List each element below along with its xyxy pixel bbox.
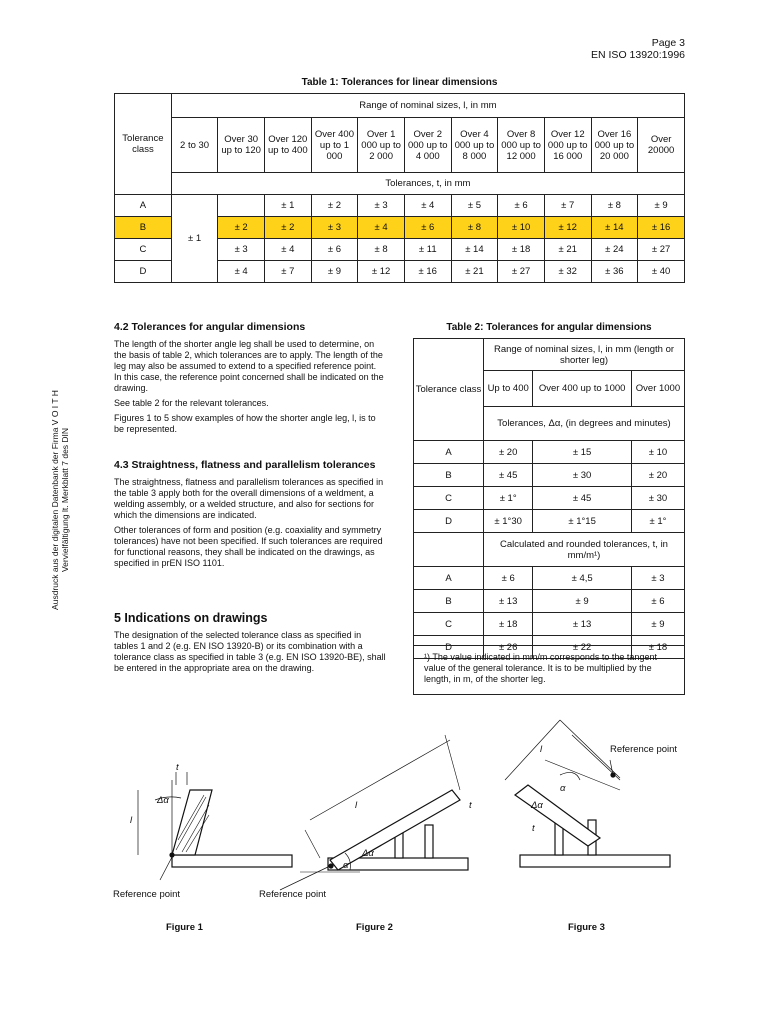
table1-cell: ± 10 (498, 217, 545, 239)
table1-range-9: Over 16 000 up to 20 000 (591, 118, 638, 173)
figure1-caption: Figure 1 (166, 922, 203, 933)
figure3-l-label: l (540, 744, 543, 755)
table1-range-header: Range of nominal sizes, l, in mm (171, 94, 684, 118)
table1-cell: ± 11 (404, 239, 451, 261)
figure3-t-label: t (532, 823, 535, 834)
table2-class-B: B (414, 464, 484, 487)
table1-cell: ± 14 (451, 239, 498, 261)
table2-class-A: A (414, 441, 484, 464)
figure1-reference-point: Reference point (113, 889, 181, 900)
section-4-2-p3: Figures 1 to 5 show examples of how the shorter angle leg, l, is to be represented. (114, 413, 376, 434)
table1-cell: ± 16 (638, 217, 685, 239)
table1-cell: ± 9 (311, 261, 358, 283)
table2-cell: ± 9 (533, 590, 632, 613)
figure3-drawing (505, 720, 670, 867)
table2-class-header: Tolerance class (414, 339, 484, 441)
table1-class-C: C (115, 239, 172, 261)
table1-cell: ± 4 (264, 239, 311, 261)
table2-cell: ± 6 (484, 567, 533, 590)
side-note-line2: Vervielfältigung lt. Merkblatt 7 des DIN (60, 427, 70, 573)
table1-range-8: Over 12 000 up to 16 000 (544, 118, 591, 173)
table1-cell: ± 8 (591, 195, 638, 217)
table2-cell: ± 1°30 (484, 510, 533, 533)
table1-range-6: Over 4 000 up to 8 000 (451, 118, 498, 173)
table2-cell: ± 20 (484, 441, 533, 464)
table1-cell: ± 14 (591, 217, 638, 239)
table1-range-1: Over 30 up to 120 (218, 118, 265, 173)
table1-range-3: Over 400 up to 1 000 (311, 118, 358, 173)
side-note-line1: Ausdruck aus der digitalen Datenbank der Firma V O I T H (50, 390, 60, 610)
table1-cell: ± 12 (358, 261, 405, 283)
table2-class-B: B (414, 590, 484, 613)
table1-range-4: Over 1 000 up to 2 000 (358, 118, 405, 173)
table1-first-col-value: ± 1 (171, 195, 218, 283)
table1-cell: ± 3 (358, 195, 405, 217)
section-5-title: 5 Indications on drawings (114, 611, 268, 625)
table2-cell: ± 45 (484, 464, 533, 487)
table2-class-A: A (414, 567, 484, 590)
table1-class-D: D (115, 261, 172, 283)
table2-cell: ± 20 (631, 464, 684, 487)
table2-range-1: Over 400 up to 1000 (533, 371, 632, 407)
table2-cell: ± 18 (484, 613, 533, 636)
table1-cell: ± 6 (311, 239, 358, 261)
table1-caption: Table 1: Tolerances for linear dimensions (301, 77, 498, 88)
table2-cell: ± 26 (484, 636, 533, 659)
table2-range-2: Over 1000 (631, 371, 684, 407)
figure1-t-label: t (176, 762, 179, 773)
table2-cell: ± 22 (533, 636, 632, 659)
table1-cell: ± 7 (264, 261, 311, 283)
table2-cell: ± 6 (631, 590, 684, 613)
table2-range-0: Up to 400 (484, 371, 533, 407)
table1-tol-header: Tolerances, t, in mm (171, 173, 684, 195)
table2-cell: ± 1° (631, 510, 684, 533)
table2-cell: ± 45 (533, 487, 632, 510)
table1-cell: ± 40 (638, 261, 685, 283)
table2-tol-header: Tolerances, Δα, (in degrees and minutes) (484, 407, 685, 441)
table1-cell: ± 9 (638, 195, 685, 217)
table2-class-C: C (414, 613, 484, 636)
table1-cell: ± 21 (544, 239, 591, 261)
table1-range-5: Over 2 000 up to 4 000 (404, 118, 451, 173)
figure1-dalpha-label: Δα (157, 795, 169, 806)
section-4-2-title: 4.2 Tolerances for angular dimensions (114, 321, 306, 333)
table1-cell: ± 16 (404, 261, 451, 283)
table2-cell: ± 18 (631, 636, 684, 659)
table2-footnote: ¹) The value indicated in mm/m corresponds to the tangent value of the general tolerance. It is to be multiplied by the length, in m, of the shorter leg. (413, 645, 685, 695)
figure2-alpha-label: α (343, 860, 349, 871)
table1-cell: ± 18 (498, 239, 545, 261)
table1-cell: ± 6 (404, 217, 451, 239)
figure3-alpha-label: α (560, 783, 566, 794)
table2-class-D: D (414, 636, 484, 659)
table1-cell: ± 21 (451, 261, 498, 283)
figure1-drawing (138, 772, 292, 880)
standard-number: EN ISO 13920:1996 (591, 49, 685, 61)
section-4-2-p1: The length of the shorter angle leg shall be used to determine, on the basis of table 2, which tolerances are to apply. The length of the leg may also be assumed to extend to a specified reference point. In this case, the reference point concerned shall be indicated on the drawing. (114, 339, 384, 393)
table2-cell: ± 13 (533, 613, 632, 636)
table2-cell: ± 9 (631, 613, 684, 636)
section-4-3-title: 4.3 Straightness, flatness and parallelism tolerances (114, 459, 376, 471)
figure3-dalpha-label: Δα (531, 800, 543, 811)
figure2-l-label: l (355, 800, 358, 811)
table1-cell: ± 2 (311, 195, 358, 217)
table1-cell: ± 3 (311, 217, 358, 239)
table1-class-header: Tolerance class (115, 94, 172, 195)
table1-cell: ± 1 (264, 195, 311, 217)
table2-caption: Table 2: Tolerances for angular dimensions (446, 322, 652, 333)
table1-cell: ± 4 (358, 217, 405, 239)
table2-cell: ± 15 (533, 441, 632, 464)
table1-cell: ± 8 (451, 217, 498, 239)
table1-cell: ± 5 (451, 195, 498, 217)
table1-range-2: Over 120 up to 400 (264, 118, 311, 173)
table1-cell: ± 24 (591, 239, 638, 261)
table2-calc-header: Calculated and rounded tolerances, t, in mm/m¹) (484, 533, 685, 567)
table2-range-header: Range of nominal sizes, l, in mm (length or shorter leg) (484, 339, 685, 371)
figure3-caption: Figure 3 (568, 922, 605, 933)
table1-cell: ± 27 (638, 239, 685, 261)
section-4-3-p1: The straightness, flatness and parallelism tolerances as specified in the table 3 apply both for the overall dimensions of a weldment, a welding assembly, or a welded structure, and also for sections for which the dimensions are indicated. (114, 477, 384, 520)
figure2-reference-point: Reference point (259, 889, 327, 900)
figure3-reference-point: Reference point (610, 744, 678, 755)
table1-cell: ± 32 (544, 261, 591, 283)
table1-range-0: 2 to 30 (171, 118, 218, 173)
table2-cell: ± 3 (631, 567, 684, 590)
figure2-caption: Figure 2 (356, 922, 393, 933)
table1-range-7: Over 8 000 up to 12 000 (498, 118, 545, 173)
figure2-t-label: t (469, 800, 472, 811)
section-5-p1: The designation of the selected tolerance class as specified in tables 1 and 2 (e.g. EN ISO 13920-B) or its combination with a tolerance class as specified in table 3 (e.g. EN ISO 13920-BE), shall be entered in the appropriate area on the drawing. (114, 630, 386, 673)
table2-cell: ± 4,5 (533, 567, 632, 590)
table1-cell: ± 27 (498, 261, 545, 283)
table2-cell: ± 1°15 (533, 510, 632, 533)
table1-class-A: A (115, 195, 172, 217)
figure2-dalpha-label: Δα (362, 848, 374, 859)
table1-cell: ± 12 (544, 217, 591, 239)
table2-cell: ± 10 (631, 441, 684, 464)
section-4-2-p2: See table 2 for the relevant tolerances. (114, 398, 269, 408)
page-number: Page 3 (651, 37, 685, 49)
table1-cell: ± 3 (218, 239, 265, 261)
table2-cell: ± 30 (631, 487, 684, 510)
table1-cell: ± 7 (544, 195, 591, 217)
table1-class-B: B (115, 217, 172, 239)
table1-cell: ± 6 (498, 195, 545, 217)
table2-cell: ± 1° (484, 487, 533, 510)
table2-class-D: D (414, 510, 484, 533)
table1-cell: ± 4 (218, 261, 265, 283)
table1-range-10: Over 20000 (638, 118, 685, 173)
table2-cell: ± 13 (484, 590, 533, 613)
table1-cell: ± 2 (218, 217, 265, 239)
table1-cell: ± 36 (591, 261, 638, 283)
table1-cell: ± 4 (404, 195, 451, 217)
figure1-l-label: l (130, 815, 133, 826)
table1-cell: ± 8 (358, 239, 405, 261)
section-4-3-p2: Other tolerances of form and position (e.g. coaxiality and symmetry tolerances) have not been specified. If such tolerances are required for functional reasons, they shall be indicated on the drawings, as specified in prEN ISO 1101. (114, 525, 383, 568)
table2-class-C: C (414, 487, 484, 510)
table2-cell: ± 30 (533, 464, 632, 487)
figure2-drawing (280, 735, 468, 890)
table1-cell: ± 2 (264, 217, 311, 239)
